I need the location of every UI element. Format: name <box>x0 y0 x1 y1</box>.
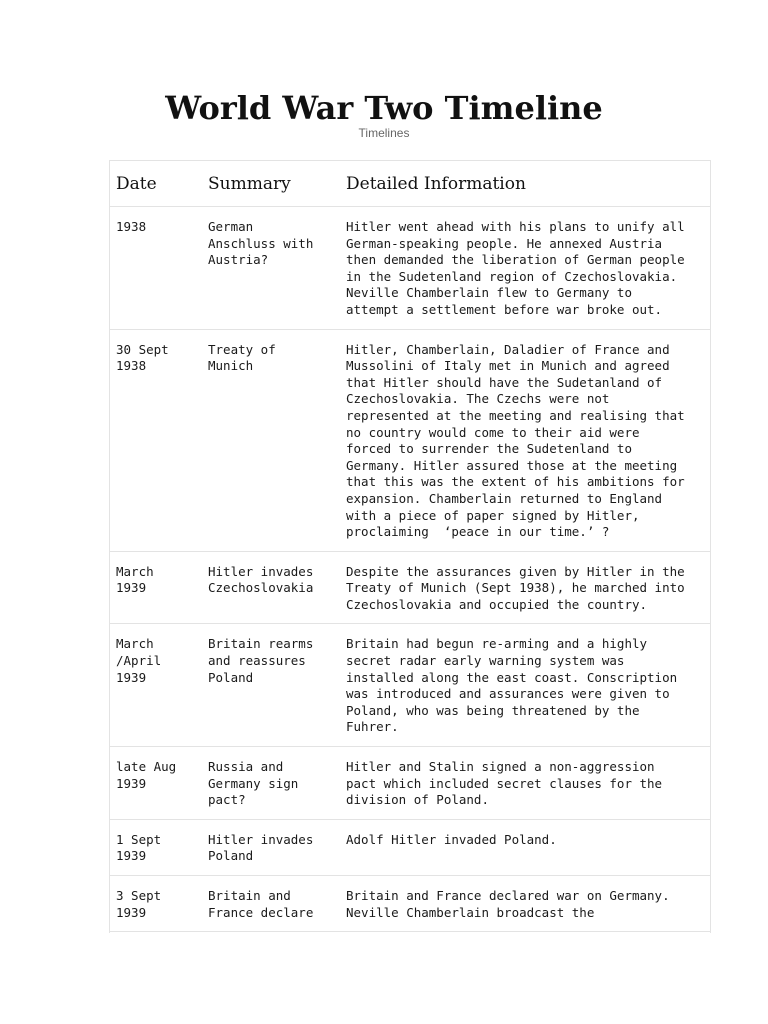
table-row <box>110 551 710 624</box>
table-row <box>110 747 710 820</box>
row-date: 1 Sept 1939 <box>110 819 202 875</box>
row-details: Adolf Hitler invaded Poland. <box>340 819 710 875</box>
table-row <box>110 329 710 551</box>
table-header-row <box>110 161 710 207</box>
row-date: 30 Sept 1938 <box>110 329 202 551</box>
column-header-summary: Summary <box>202 161 340 207</box>
row-details: Despite the assurances given by Hitler in the Treaty of Munich (Sept 1938), he marched into Czechoslovakia and occupied the country. <box>340 551 710 624</box>
row-details: Hitler, Chamberlain, Daladier of France and Mussolini of Italy met in Munich and agreed that Hitler should have the Sudetanland of Czechoslovakia. The Czechs were not represented at the meeting and realising that no country would come to their aid were forced to surrender the Sudetenland to Germany. Hitler assured those at the meeting that this was the extent of his ambitions for expansion. Chamberlain returned to England with a piece of paper signed by Hitler, proclaiming ‘peace in our time.’ ? <box>340 329 710 551</box>
row-summary: Hitler invades Poland <box>202 819 340 875</box>
row-date: 3 Sept 1939 <box>110 876 202 932</box>
row-details: Hitler went ahead with his plans to unify all German-speaking people. He annexed Austria then demanded the liberation of German people in the Sudetenland region of Czechoslovakia. Neville Chamberlain flew to Germany to attempt a settlement before war broke out. <box>340 207 710 330</box>
row-details: Britain had begun re-arming and a highly secret radar early warning system was installed along the east coast. Conscription was introduced and assurances were given to Poland, who was being threatened by the Fuhrer. <box>340 624 710 747</box>
row-summary: Hitler invades Czechoslovakia <box>202 551 340 624</box>
row-summary: Britain rearms and reassures Poland <box>202 624 340 747</box>
row-details: Britain and France declared war on Germany. Neville Chamberlain broadcast the <box>340 876 710 932</box>
column-header-date: Date <box>110 161 202 207</box>
row-summary: Britain and France declare <box>202 876 340 932</box>
page-subtitle: Timelines <box>358 126 410 140</box>
row-details: Hitler and Stalin signed a non-aggression pact which included secret clauses for the division of Poland. <box>340 747 710 820</box>
row-summary: German Anschluss with Austria? <box>202 207 340 330</box>
row-date: March 1939 <box>110 551 202 624</box>
row-date: late Aug 1939 <box>110 747 202 820</box>
row-summary: Russia and Germany sign pact? <box>202 747 340 820</box>
table-row <box>110 819 710 875</box>
timeline-table-container <box>109 160 711 933</box>
row-summary: Treaty of Munich <box>202 329 340 551</box>
page-title: World War Two Timeline <box>165 89 603 127</box>
row-date: 1938 <box>110 207 202 330</box>
column-header-details: Detailed Information <box>340 161 710 207</box>
row-date: March /April 1939 <box>110 624 202 747</box>
table-row <box>110 207 710 330</box>
timeline-table <box>110 161 710 932</box>
table-row <box>110 876 710 932</box>
table-row <box>110 624 710 747</box>
